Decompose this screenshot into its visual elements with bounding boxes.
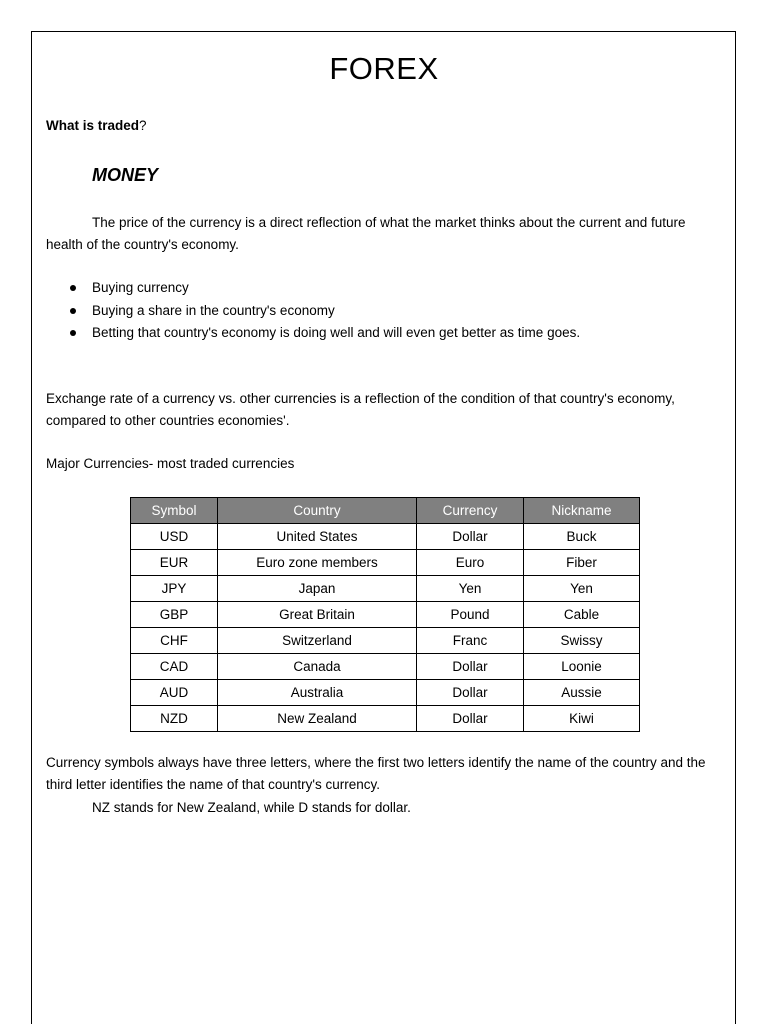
bullet-icon [70, 285, 76, 291]
cell-symbol: GBP [131, 602, 218, 628]
bullet-list [46, 277, 580, 345]
list-item [46, 277, 580, 300]
cell-currency: Franc [417, 628, 524, 654]
cell-country: United States [218, 524, 417, 550]
list-item-text: Buying a share in the country's economy [92, 302, 335, 318]
paragraph-exchange-rate: Exchange rate of a currency vs. other currencies is a reflection of the condition of that country's economy, compared to other countries economies'. [46, 391, 675, 428]
table-row [131, 680, 640, 706]
cell-currency: Pound [417, 602, 524, 628]
cell-country: Great Britain [218, 602, 417, 628]
header-nickname: Nickname [524, 498, 640, 524]
paragraph-nz-example: NZ stands for New Zealand, while D stands for dollar. [92, 800, 411, 815]
cell-symbol: CAD [131, 654, 218, 680]
header-currency: Currency [417, 498, 524, 524]
cell-country: Switzerland [218, 628, 417, 654]
table-row [131, 576, 640, 602]
list-item-text: Betting that country's economy is doing well and will even get better as time goes. [92, 325, 581, 340]
cell-nickname: Swissy [524, 628, 640, 654]
list-item [46, 322, 580, 345]
list-item [46, 300, 580, 323]
table-row [131, 706, 640, 732]
header-country: Country [218, 498, 417, 524]
table-row [131, 550, 640, 576]
table-header-row [131, 498, 640, 524]
cell-currency: Yen [417, 576, 524, 602]
cell-country: Japan [218, 576, 417, 602]
table-row [131, 654, 640, 680]
cell-nickname: Cable [524, 602, 640, 628]
cell-country: Euro zone members [218, 550, 417, 576]
cell-currency: Euro [417, 550, 524, 576]
table-row [131, 628, 640, 654]
cell-currency: Dollar [417, 654, 524, 680]
bullet-icon [70, 308, 76, 314]
page-title: FOREX [329, 51, 439, 86]
list-item-text: Buying currency [92, 280, 189, 295]
question-bold: What is traded [46, 118, 140, 133]
cell-nickname: Buck [524, 524, 640, 550]
header-symbol: Symbol [131, 498, 218, 524]
paragraph-major-currencies: Major Currencies- most traded currencies [46, 456, 295, 471]
cell-currency: Dollar [417, 680, 524, 706]
bullet-icon [70, 330, 76, 336]
cell-nickname: Yen [524, 576, 640, 602]
cell-symbol: NZD [131, 706, 218, 732]
cell-nickname: Aussie [524, 680, 640, 706]
cell-currency: Dollar [417, 706, 524, 732]
cell-symbol: EUR [131, 550, 218, 576]
table-row [131, 524, 640, 550]
cell-nickname: Kiwi [524, 706, 640, 732]
currency-table [130, 497, 640, 732]
cell-country: New Zealand [218, 706, 417, 732]
paragraph-price: The price of the currency is a direct reflection of what the market thinks about the current and future health of the country's economy. [46, 215, 686, 252]
cell-country: Canada [218, 654, 417, 680]
paragraph-symbols: Currency symbols always have three letters, where the first two letters identify the name of the country and the third letter identifies the name of that country's currency. [46, 755, 706, 792]
cell-nickname: Loonie [524, 654, 640, 680]
cell-symbol: AUD [131, 680, 218, 706]
cell-symbol: USD [131, 524, 218, 550]
question-line [46, 118, 147, 133]
cell-nickname: Fiber [524, 550, 640, 576]
question-mark: ? [139, 118, 147, 133]
cell-country: Australia [218, 680, 417, 706]
table-row [131, 602, 640, 628]
money-heading: MONEY [92, 165, 159, 185]
cell-currency: Dollar [417, 524, 524, 550]
cell-symbol: JPY [131, 576, 218, 602]
cell-symbol: CHF [131, 628, 218, 654]
